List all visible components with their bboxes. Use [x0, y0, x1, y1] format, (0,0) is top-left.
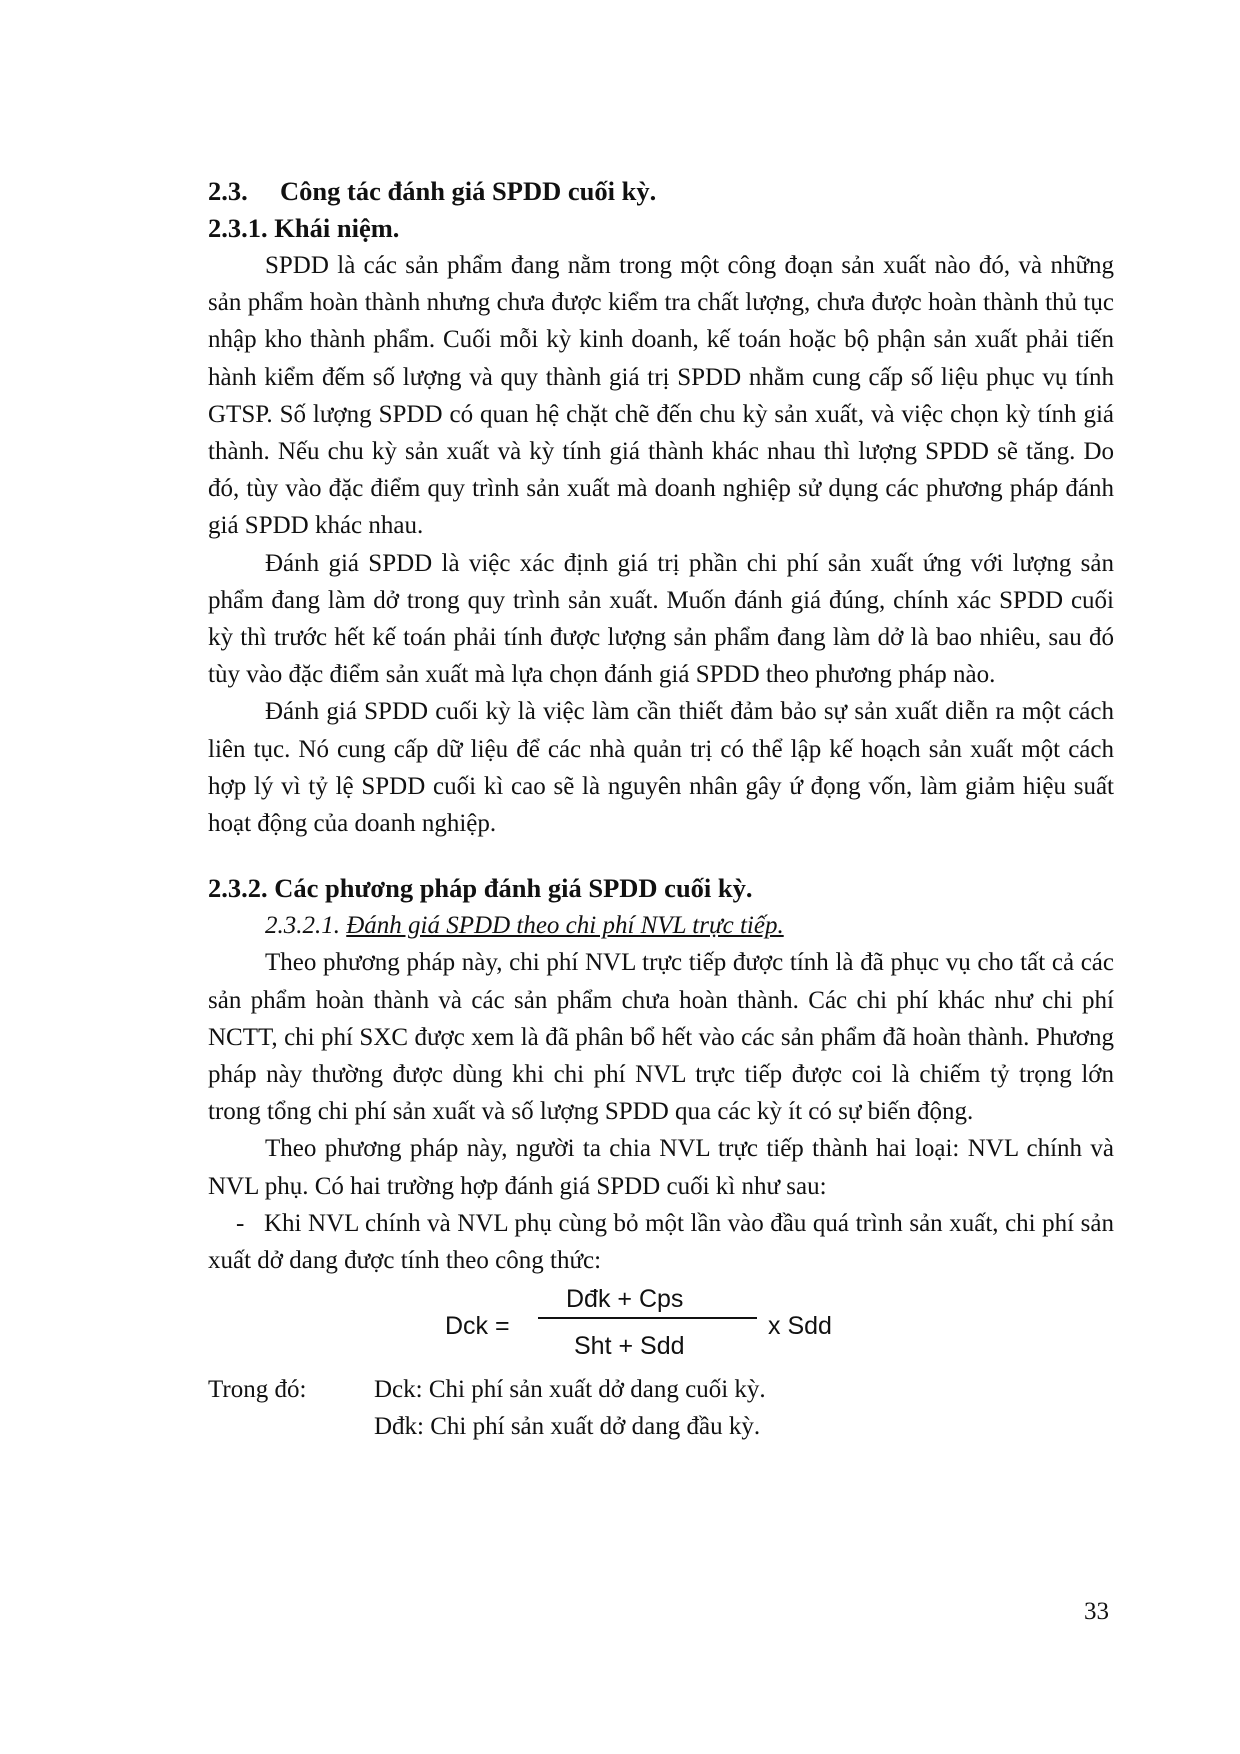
formula-denominator: Sht + Sdd — [574, 1332, 685, 1361]
paragraph: SPDD là các sản phẩm đang nằm trong một công đoạn sản xuất nào đó, và những sản phẩm hoàn thành nhưng chưa được kiểm tra chất lượng, chưa được hoàn thành thủ tục nhập kho thành phẩm. Cuối mỗi kỳ kinh doanh, kế toán hoặc bộ phận sản xuất phải tiến hành kiểm đếm số lượng và quy thành giá trị SPDD nhằm cung cấp số liệu phục vụ tính GTSP. Số lượng SPDD có quan hệ chặt chẽ đến chu kỳ sản xuất, và việc chọn kỳ tính giá thành. Nếu chu kỳ sản xuất và kỳ tính giá thành khác nhau thì lượng SPDD sẽ tăng. Do đó, tùy vào đặc điểm quy trình sản xuất mà doanh nghiệp sử dụng các phương pháp đánh giá SPDD khác nhau. — [208, 252, 1114, 540]
paragraph: Theo phương pháp này, chi phí NVL trực tiếp được tính là đã phục vụ cho tất cả các sản phẩm hoàn thành và các sản phẩm chưa hoàn thành. Các chi phí khác như chi phí NCTT, chi phí SXC được xem là đã phân bổ hết vào các sản phẩm đã hoàn thành. Phương pháp này thường được dùng khi chi phí NVL trực tiếp được coi là chiếm tỷ trọng lớn trong tổng chi phí sản xuất và số lượng SPDD qua các kỳ ít có sự biến động. — [208, 949, 1114, 1126]
definitions-label: Trong đó: — [208, 1376, 307, 1404]
definitions-label-spacer — [208, 1408, 374, 1445]
list-item-text: Khi NVL chính và NVL phụ cùng bỏ một lần vào đầu quá trình sản xuất, chi phí sản xuất dở dang được tính theo công thức: — [208, 1209, 1114, 1275]
sub-subsection-number: 2.3.2.1. — [265, 912, 340, 940]
formula — [208, 1285, 1114, 1369]
definitions — [208, 1371, 1114, 1445]
paragraph: Đánh giá SPDD cuối kỳ là việc làm cần thiết đảm bảo sự sản xuất diễn ra một cách liên tục. Nó cung cấp dữ liệu để các nhà quản trị có thể lập kế hoạch sản xuất một cách hợp lý vì tỷ lệ SPDD cuối kì cao sẽ là nguyên nhân gây ứ đọng vốn, làm giảm hiệu suất hoạt động của doanh nghiệp. — [208, 698, 1114, 838]
formula-lhs: Dck = — [445, 1312, 510, 1341]
list-item — [208, 1205, 1114, 1279]
definition-item: Dđk: Chi phí sản xuất dở dang đầu kỳ. — [374, 1413, 761, 1441]
list-dash: - — [236, 1209, 245, 1237]
spacer — [208, 842, 1114, 870]
page-number: 33 — [1084, 1598, 1109, 1625]
subsection-heading-concept: 2.3.1. Khái niệm. — [208, 213, 400, 243]
section-title: Công tác đánh giá SPDD cuối kỳ. — [280, 176, 657, 206]
paragraph: Theo phương pháp này, người ta chia NVL trực tiếp thành hai loại: NVL chính và NVL phụ. Có hai trường hợp đánh giá SPDD cuối kì như sau: — [208, 1135, 1114, 1200]
definition-row — [208, 1371, 1114, 1408]
section-heading — [208, 173, 1114, 210]
page-content — [208, 173, 1114, 1446]
definition-row — [208, 1408, 1114, 1445]
paragraph: Đánh giá SPDD là việc xác định giá trị phần chi phí sản xuất ứng với lượng sản phẩm đang làm dở trong quy trình sản xuất. Muốn đánh giá đúng, chính xác SPDD cuối kỳ thì trước hết kế toán phải tính được lượng sản phẩm đang làm dở là bao nhiêu, sau đó tùy vào đặc điểm sản xuất mà lựa chọn đánh giá SPDD theo phương pháp nào. — [208, 549, 1114, 689]
formula-multiplier: x Sdd — [768, 1312, 832, 1341]
section-number: 2.3. — [208, 176, 248, 206]
fraction-bar — [538, 1317, 757, 1319]
formula-numerator: Dđk + Cps — [566, 1285, 684, 1314]
subsection-heading-methods: 2.3.2. Các phương pháp đánh giá SPDD cuối kỳ. — [208, 873, 753, 904]
sub-subsection-title: Đánh giá SPDD theo chi phí NVL trực tiếp. — [346, 912, 784, 940]
sub-subsection-heading — [208, 907, 1114, 944]
definition-item: Dck: Chi phí sản xuất dở dang cuối kỳ. — [374, 1376, 766, 1404]
